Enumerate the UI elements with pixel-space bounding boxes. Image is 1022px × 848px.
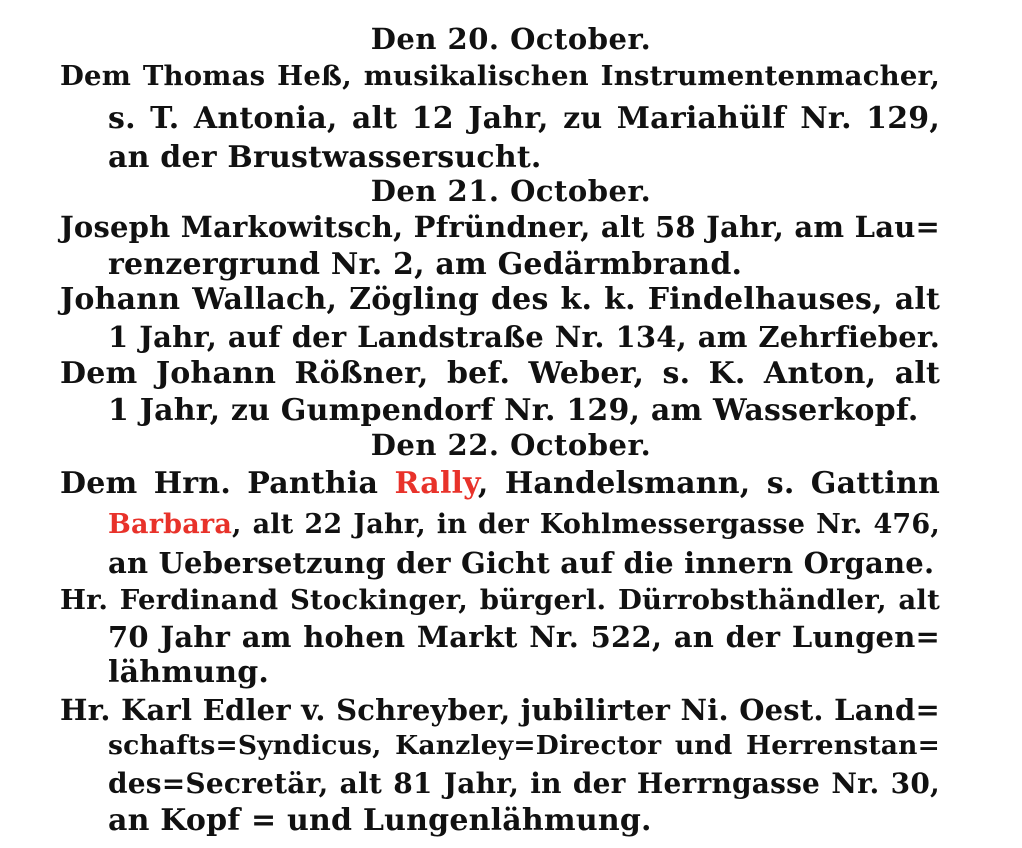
text-line: an Kopf = und Lungenlähmung. xyxy=(108,803,652,838)
text-line: Johann Wallach, Zögling des k. k. Findelhauses, alt xyxy=(60,282,940,317)
text-line: 1 Jahr, auf der Landstraße Nr. 134, am Zehrfieber. xyxy=(108,320,940,354)
highlighted-name: Barbara xyxy=(108,509,233,540)
text-line: renzergrund Nr. 2, am Gedärmbrand. xyxy=(108,247,743,282)
text-line: s. T. Antonia, alt 12 Jahr, zu Mariahülf Nr. 129, xyxy=(108,101,940,136)
text-line: Hr. Karl Edler v. Schreyber, jubilirter Ni. Oest. Land= xyxy=(60,693,940,727)
text-line: lähmung. xyxy=(108,655,270,690)
text-line: an der Brustwassersucht. xyxy=(108,140,542,175)
text-line: Hr. Ferdinand Stockinger, bürgerl. Dürrobsthändler, alt xyxy=(60,584,940,616)
line-text: Dem Hrn. Panthia xyxy=(60,466,395,501)
date-heading: Den 20. October. xyxy=(370,22,652,56)
highlighted-name: Rally xyxy=(394,466,478,501)
text-line: an Uebersetzung der Gicht auf die innern Organe. xyxy=(108,546,935,580)
text-line: schafts=Syndicus, Kanzley=Director und Herrenstan= xyxy=(108,730,940,761)
date-heading: Den 22. October. xyxy=(370,428,652,462)
line-text: , Handelsmann, s. Gattinn xyxy=(477,466,940,501)
text-line: 1 Jahr, zu Gumpendorf Nr. 129, am Wasserkopf. xyxy=(108,393,919,428)
date-heading: Den 21. October. xyxy=(370,174,652,208)
text-line: Dem Johann Rößner, bef. Weber, s. K. Anton, alt xyxy=(60,356,940,391)
text-line: 70 Jahr am hohen Markt Nr. 522, an der Lungen= xyxy=(108,620,940,654)
text-line xyxy=(108,509,940,540)
line-text: , alt 22 Jahr, in der Kohlmessergasse Nr. 476, xyxy=(232,509,940,540)
text-line: Joseph Markowitsch, Pfründner, alt 58 Jahr, am Lau= xyxy=(60,210,940,244)
text-line xyxy=(60,466,940,501)
text-line: Dem Thomas Heß, musikalischen Instrumentenmacher, xyxy=(60,60,940,92)
text-line: des=Secretär, alt 81 Jahr, in der Herrngasse Nr. 30, xyxy=(108,767,940,800)
